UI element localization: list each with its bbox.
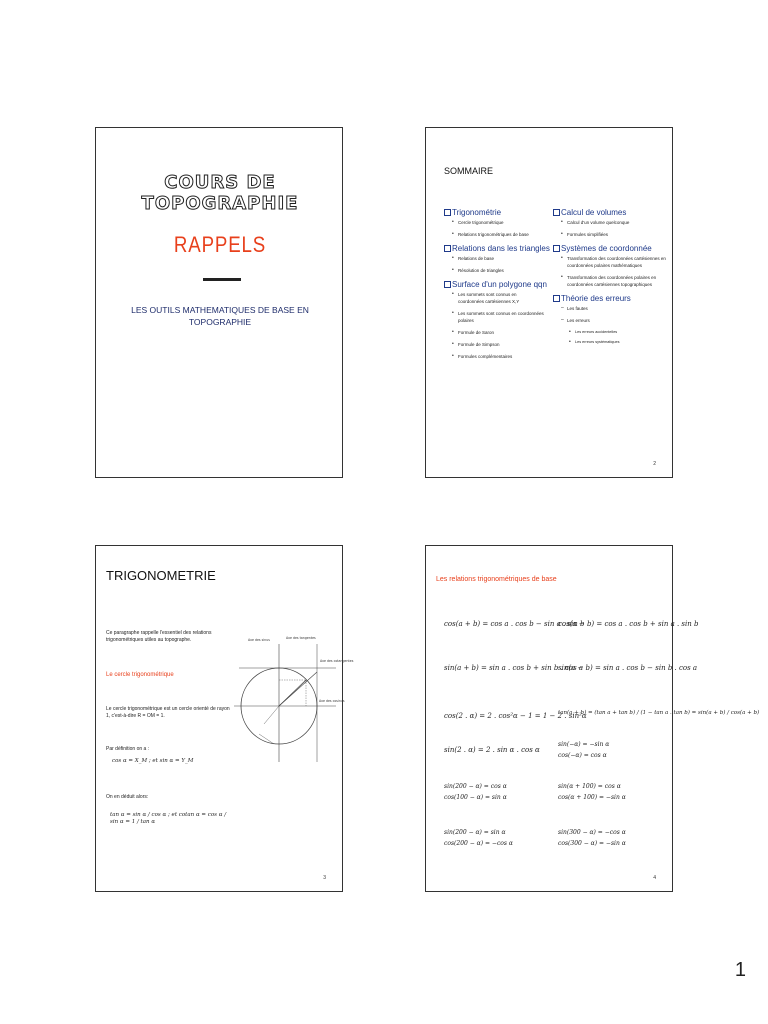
formula-sin-a-100: sin(α + 100) = cos α: [558, 783, 621, 790]
intro-text: Ce paragraphe rappelle l'essentiel des relations trigonométriques utiles au topographe.: [106, 630, 212, 643]
rappels-heading: RAPPELS: [173, 232, 267, 257]
trigonometrie-title: TRIGONOMETRIE: [106, 568, 216, 583]
list-subitem: • Les erreurs systématiques: [575, 339, 668, 346]
list-item: • Formules complémentaires: [458, 353, 554, 360]
formula-cos-diff: cos(a − b) = cos a . cos b + sin a . sin b: [558, 620, 699, 628]
slide-number: 3: [323, 875, 326, 881]
checkbox-icon: [444, 245, 451, 252]
list-item: – Les erreurs: [567, 317, 668, 324]
formula-sin-300: sin(300 − α) = −cos α: [558, 829, 626, 836]
axis-cotangentes-label: Axe des cotangentes: [320, 659, 354, 663]
title-divider: [203, 278, 241, 281]
cercle-definition-text: Le cercle trigonométrique est un cercle orienté de rayon 1, c'est-à-dire R = OM = 1.: [106, 706, 230, 719]
formula-cos-sum: cos(a + b) = cos a . cos b − sin a . sin b: [444, 620, 585, 628]
slide-number: 2: [653, 461, 656, 467]
slide-title: [95, 127, 343, 478]
list-item: • Formule de Saron: [458, 329, 554, 336]
formula-cos-200: cos(200 − α) = −cos α: [444, 840, 513, 847]
formula-cos-double: cos(2 . α) = 2 . cos²α − 1 = 1 − 2 . sin²α: [444, 712, 587, 720]
axis-tangentes-label: Axe des tangentes: [286, 636, 316, 640]
sommaire-title: SOMMAIRE: [444, 166, 494, 176]
list-item: • Cercle trigonométrique: [458, 219, 554, 226]
course-title: COURS DE TOPOGRAPHIE: [141, 172, 299, 214]
list-item: • Formules simplifiées: [567, 231, 668, 238]
axis-sinus-label: Axe des sinus: [248, 638, 270, 642]
formula-tan-sum: tan(a + b) = (tan a + tan b) / (1 − tan a . tan b) = sin(a + b) / cos(a + b): [558, 710, 760, 716]
list-item: • Résolution de triangles: [458, 267, 554, 274]
slide-number: 4: [653, 875, 656, 881]
list-item: • Relations de base: [458, 255, 554, 262]
list-item: • Transformation des coordonnées polaires en coordonnées cartésiennes topographiques: [567, 274, 668, 288]
list-item: • Transformation des coordonnées cartésiennes en coordonnées polaires mathématiques: [567, 255, 668, 269]
list-item: – Les fautes: [567, 305, 668, 312]
definition-label: Par définition on a :: [106, 746, 150, 752]
formula-sin-diff: sin(a − b) = sin a . cos b − sin b . cos a: [558, 664, 698, 672]
list-item: • Calcul d'un volume quelconque: [567, 219, 668, 226]
sommaire-left-column: [444, 208, 554, 366]
slide1-description: LES OUTILS MATHEMATIQUES DE BASE EN TOPOGRAPHIE: [131, 305, 309, 327]
list-item: • Relations trigonométriques de base: [458, 231, 554, 238]
checkbox-icon: [553, 295, 560, 302]
list-item: • Formule de Simpson: [458, 341, 554, 348]
section-erreurs: Théorie des erreurs – Les fautes – Les erreurs • Les erreurs accidentelles • Les erreurs systématiques: [553, 294, 668, 346]
slide-trigonometrie: [95, 545, 354, 892]
formula-sin-double: sin(2 . α) = 2 . sin α . cos α: [444, 746, 540, 754]
formula-sin-sum: sin(a + b) = sin a . cos b + sin b . cos a: [444, 664, 584, 672]
formula-sin-neg: sin(−α) = −sin α: [558, 741, 610, 748]
section-coordonnees: Systèmes de coordonnée • Transformation des coordonnées cartésiennes en coordonnées polaires mathématiques • Transformation des coordonnées polaires en coordonnées cartésiennes topographiques: [553, 244, 668, 288]
checkbox-icon: [444, 281, 451, 288]
slide-relations: [425, 545, 760, 892]
section-volumes: Calcul de volumes • Calcul d'un volume quelconque • Formules simplifiées: [553, 208, 668, 238]
checkbox-icon: [444, 209, 451, 216]
list-item: • Les sommets sont connus en coordonnées cartésiennes X,Y: [458, 291, 538, 305]
formula-cos-neg: cos(−α) = cos α: [558, 752, 607, 759]
formula-cos-300: cos(300 − α) = −sin α: [558, 840, 626, 847]
checkbox-icon: [553, 245, 560, 252]
relations-title: Les relations trigonométriques de base: [436, 576, 557, 583]
deduction-label: On en déduit alors:: [106, 794, 149, 800]
formula-cos-a-100: cos(α + 100) = −sin α: [558, 794, 626, 801]
formula-cos-100-a: cos(100 − α) = sin α: [444, 794, 507, 801]
formula-sin-200-a: sin(200 − α) = cos α: [444, 783, 507, 790]
cercle-subheading: Le cercle trigonométrique: [106, 672, 174, 678]
tan-formula: tan α = sin α / cos α ; et cotan α = cos α / sin α = 1 / tan α: [110, 812, 227, 825]
list-subitem: • Les erreurs accidentelles: [575, 329, 668, 336]
trigonometric-circle-diagram: [234, 634, 354, 764]
list-item: • Les sommets sont connus en coordonnées polaires: [458, 310, 554, 324]
section-triangles: Relations dans les triangles • Relations de base • Résolution de triangles: [444, 244, 554, 274]
page-number: 1: [734, 959, 746, 981]
checkbox-icon: [553, 209, 560, 216]
axis-cosinus-label: Axe des cosinus: [319, 699, 345, 703]
sommaire-right-column: [553, 208, 668, 352]
section-surface: Surface d'un polygone qqn • Les sommets sont connus en coordonnées cartésiennes X,Y • Les sommets sont connus en coordonnées polaires • Formule de Saron • Formule de Simpson • Formules complémentaires: [444, 280, 554, 360]
formula-sin-200-b: sin(200 − α) = sin α: [444, 829, 506, 836]
slide-sommaire: [425, 127, 673, 478]
section-trigonometrie: Trigonométrie • Cercle trigonométrique • Relations trigonométriques de base: [444, 208, 554, 238]
definition-formula: cos α = X_M ; et sin α = Y_M: [112, 758, 194, 764]
